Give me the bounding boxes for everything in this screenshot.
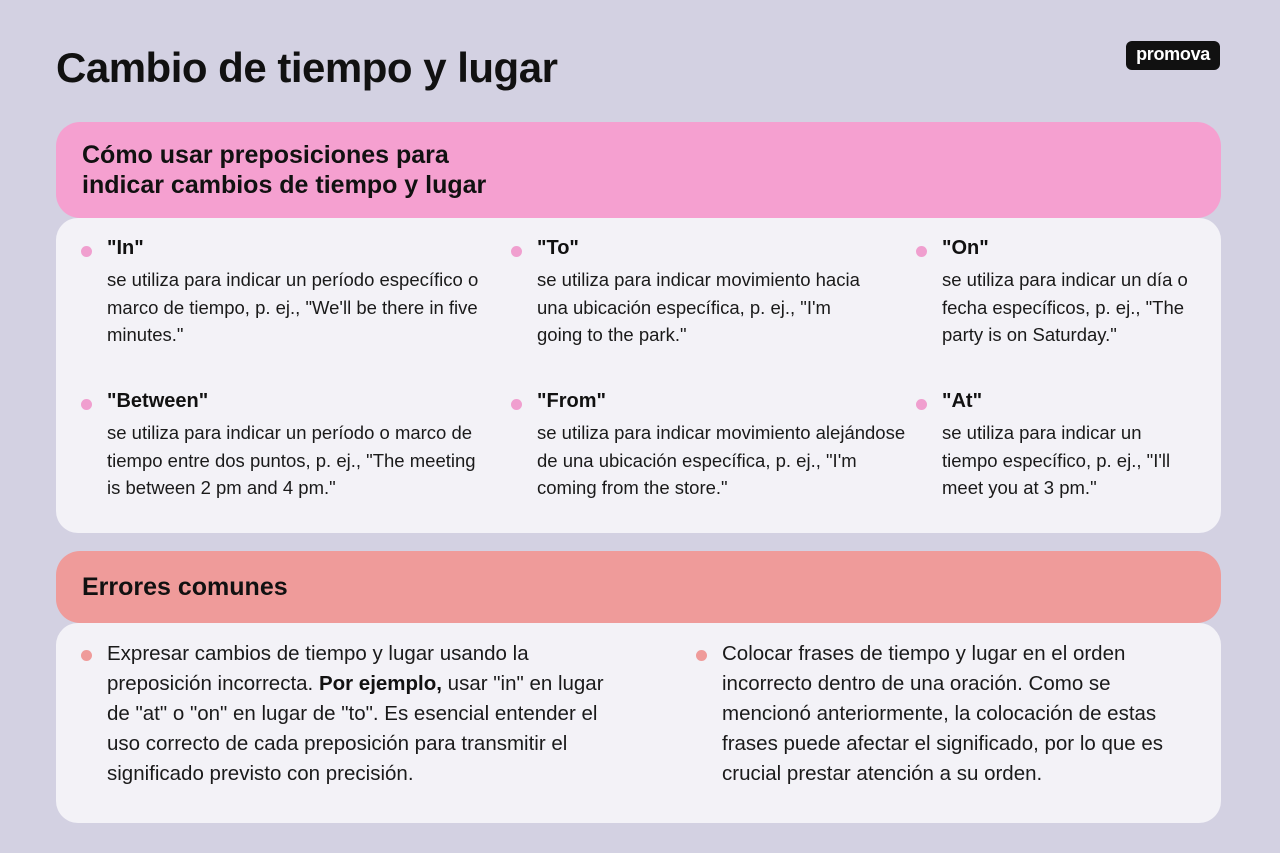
preposition-description: se utiliza para indicar un período o marco de tiempo entre dos puntos, p. ej., "The meeting is between 2 pm and 4 pm."	[107, 422, 476, 498]
prepositions-panel	[56, 218, 1221, 533]
preposition-description: se utiliza para indicar movimiento hacia una ubicación específica, p. ej., "I'm going to the park."	[537, 269, 860, 345]
error-1-text-after: usar "in" en lugar de "at" o "on" en lugar de "to". Es esencial entender el uso correcto de cada preposición para transmitir el significado previsto con precisión.	[107, 672, 604, 785]
preposition-item-on	[942, 234, 1207, 349]
promova-logo: promova	[1126, 41, 1220, 70]
page-title: Cambio de tiempo y lugar	[56, 44, 558, 91]
preposition-item-in	[107, 234, 487, 349]
error-item-1	[107, 639, 607, 789]
bullet-icon	[696, 650, 707, 661]
prepositions-section-header	[56, 122, 1221, 218]
error-2-text: Colocar frases de tiempo y lugar en el orden incorrecto dentro de una oración. Como se mencionó anteriormente, la colocación de estas frases puede afectar el significado, por lo que es crucial prestar atención a su orden.	[722, 642, 1164, 785]
preposition-term: "In"	[107, 237, 144, 259]
preposition-item-to	[537, 234, 867, 349]
prepositions-heading-line-1: Cómo usar preposiciones para	[82, 141, 449, 169]
error-1-text-before: Expresar cambios de tiempo y lugar usando la preposición incorrecta.	[107, 642, 529, 695]
errors-heading: Errores comunes	[82, 573, 288, 601]
preposition-description: se utiliza para indicar un día o fecha específicos, p. ej., "The party is on Saturday."	[942, 269, 1188, 345]
error-item-2	[722, 639, 1182, 789]
preposition-item-from	[537, 387, 912, 502]
preposition-description: se utiliza para indicar un tiempo específico, p. ej., "I'll meet you at 3 pm."	[942, 422, 1171, 498]
preposition-item-at	[942, 387, 1182, 502]
error-1-bold-text: Por ejemplo,	[318, 672, 442, 695]
preposition-term: "To"	[537, 237, 579, 259]
bullet-icon	[916, 399, 927, 410]
bullet-icon	[81, 246, 92, 257]
errors-section-header	[56, 551, 1221, 623]
bullet-icon	[81, 650, 92, 661]
preposition-item-between	[107, 387, 487, 502]
bullet-icon	[916, 246, 927, 257]
prepositions-heading-line-2: indicar cambios de tiempo y lugar	[82, 171, 487, 199]
preposition-description: se utiliza para indicar movimiento alejándose de una ubicación específica, p. ej., "I'm coming from the store."	[537, 422, 906, 498]
preposition-term: "From"	[537, 390, 606, 412]
errors-panel	[56, 623, 1221, 823]
preposition-term: "At"	[942, 390, 983, 412]
bullet-icon	[511, 246, 522, 257]
bullet-icon	[511, 399, 522, 410]
preposition-term: "On"	[942, 237, 989, 259]
preposition-description: se utiliza para indicar un período específico o marco de tiempo, p. ej., "We'll be there in five minutes."	[107, 269, 479, 345]
bullet-icon	[81, 399, 92, 410]
preposition-term: "Between"	[107, 390, 209, 412]
